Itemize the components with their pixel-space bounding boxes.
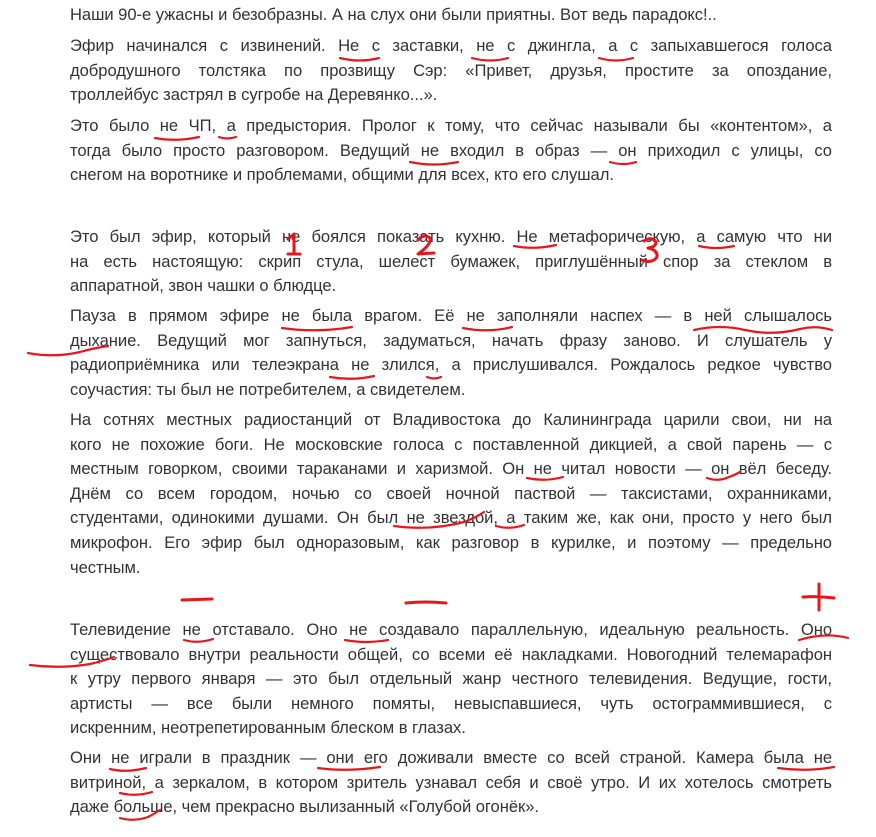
text-line: студентами, одинокими душами. Он был не звездой, а таким же, как они, просто у него был: [70, 508, 832, 528]
text-line: Это был эфир, который не боялся показать кухню. Не метафорическую, а самую что ни: [70, 227, 832, 246]
text-line: добродушного толстяка по прозвищу Сэр: «Привет, друзья, простите за опоздание,: [70, 60, 832, 80]
text-line: Это было не ЧП, а предыстория. Пролог к тому, что сейчас называли бы «контентом», а: [70, 116, 832, 135]
text-line: искренним, неотрепетированным блеском в глазах.: [70, 718, 466, 738]
text-line: микрофон. Его эфир был одноразовым, как разговор в курилке, и поэтому — предельно: [70, 532, 832, 552]
text-line: на есть настоящую: скрип стула, шелест бумажек, приглушённый спор за стеклом в: [70, 251, 832, 271]
text-line: Днём со всем городом, ночью со своей ночной паствой — таксистами, охранниками,: [70, 483, 832, 503]
text-line: кого не похожие боги. Не московские голоса с поставленной дикцией, а свой парень — с: [70, 434, 832, 454]
text-line: дыхание. Ведущий мог запнуться, задуматься, начать фразу заново. И слушатель у: [70, 330, 832, 350]
text-line: троллейбус застрял в сугробе на Деревянко...».: [70, 85, 438, 105]
text-line: радиоприёмника или телеэкрана не злился, а прислушивался. Рождалось редкое чувство: [70, 355, 832, 375]
text-line: Они не играли в праздник — они его доживали вместе со всей страной. Камера была не: [70, 748, 832, 767]
text-line: Телевидение не отставало. Оно не создавало параллельную, идеальную реальность. Оно: [70, 620, 832, 639]
paragraph: [20, 618, 832, 741]
handwritten-mark-dash: [406, 602, 446, 603]
text-line: тогда было просто разговором. Ведущий не входил в образ — он приходил с улицы, со: [70, 140, 832, 160]
text-line: соучастия: ты был не потребителем, а свидетелем.: [70, 379, 466, 399]
text-line: артисты — все были немного помяты, невыспавшиеся, чуть остограммившиеся, с: [70, 693, 832, 713]
text-line: даже больше, чем прекрасно вылизанный «Голубой огонёк».: [70, 797, 539, 817]
paragraph: [20, 34, 832, 108]
handwritten-mark-plus: [803, 584, 834, 610]
text-line: Эфир начинался с извинений. Не с заставки, не с джингла, а с запыхавшегося голоса: [70, 36, 832, 55]
paragraph: [20, 114, 832, 188]
paragraph: [20, 408, 832, 580]
text-line: Наши 90-е ужасны и безобразны. А на слух они были приятны. Вот ведь парадокс!..: [70, 5, 717, 24]
paragraph: [20, 225, 832, 299]
text-line: аппаратной, звон чашки о блюдце.: [70, 276, 337, 296]
text-line: Пауза в прямом эфире не была врагом. Её не заполняли наспех — в ней слышалось: [70, 306, 832, 325]
text-line: снегом на воротнике и проблемами, общими для всех, кто его слушал.: [70, 165, 614, 185]
paragraph: [20, 3, 832, 28]
text-line: местным говорком, своими тараканами и харизмой. Он не читал новости — он вёл беседу.: [70, 459, 832, 479]
text-line: На сотнях местных радиостанций от Владивостока до Калининграда царили свои, ни на: [70, 410, 832, 429]
handwritten-mark-dash: [182, 599, 212, 600]
text-line: к утру первого января — это был отдельный жанр честного телевидения. Ведущие, гости,: [70, 669, 832, 689]
paragraph: [20, 746, 832, 820]
text-line: витриной, а зеркалом, в котором зритель узнавал себя и своё утро. И их хотелось смотреть: [70, 772, 832, 792]
text-line: честным.: [70, 557, 141, 577]
text-line: существовало внутри реальности общей, со всеми её накладками. Новогодний телемарафон: [70, 644, 832, 664]
paragraph: [20, 304, 832, 402]
